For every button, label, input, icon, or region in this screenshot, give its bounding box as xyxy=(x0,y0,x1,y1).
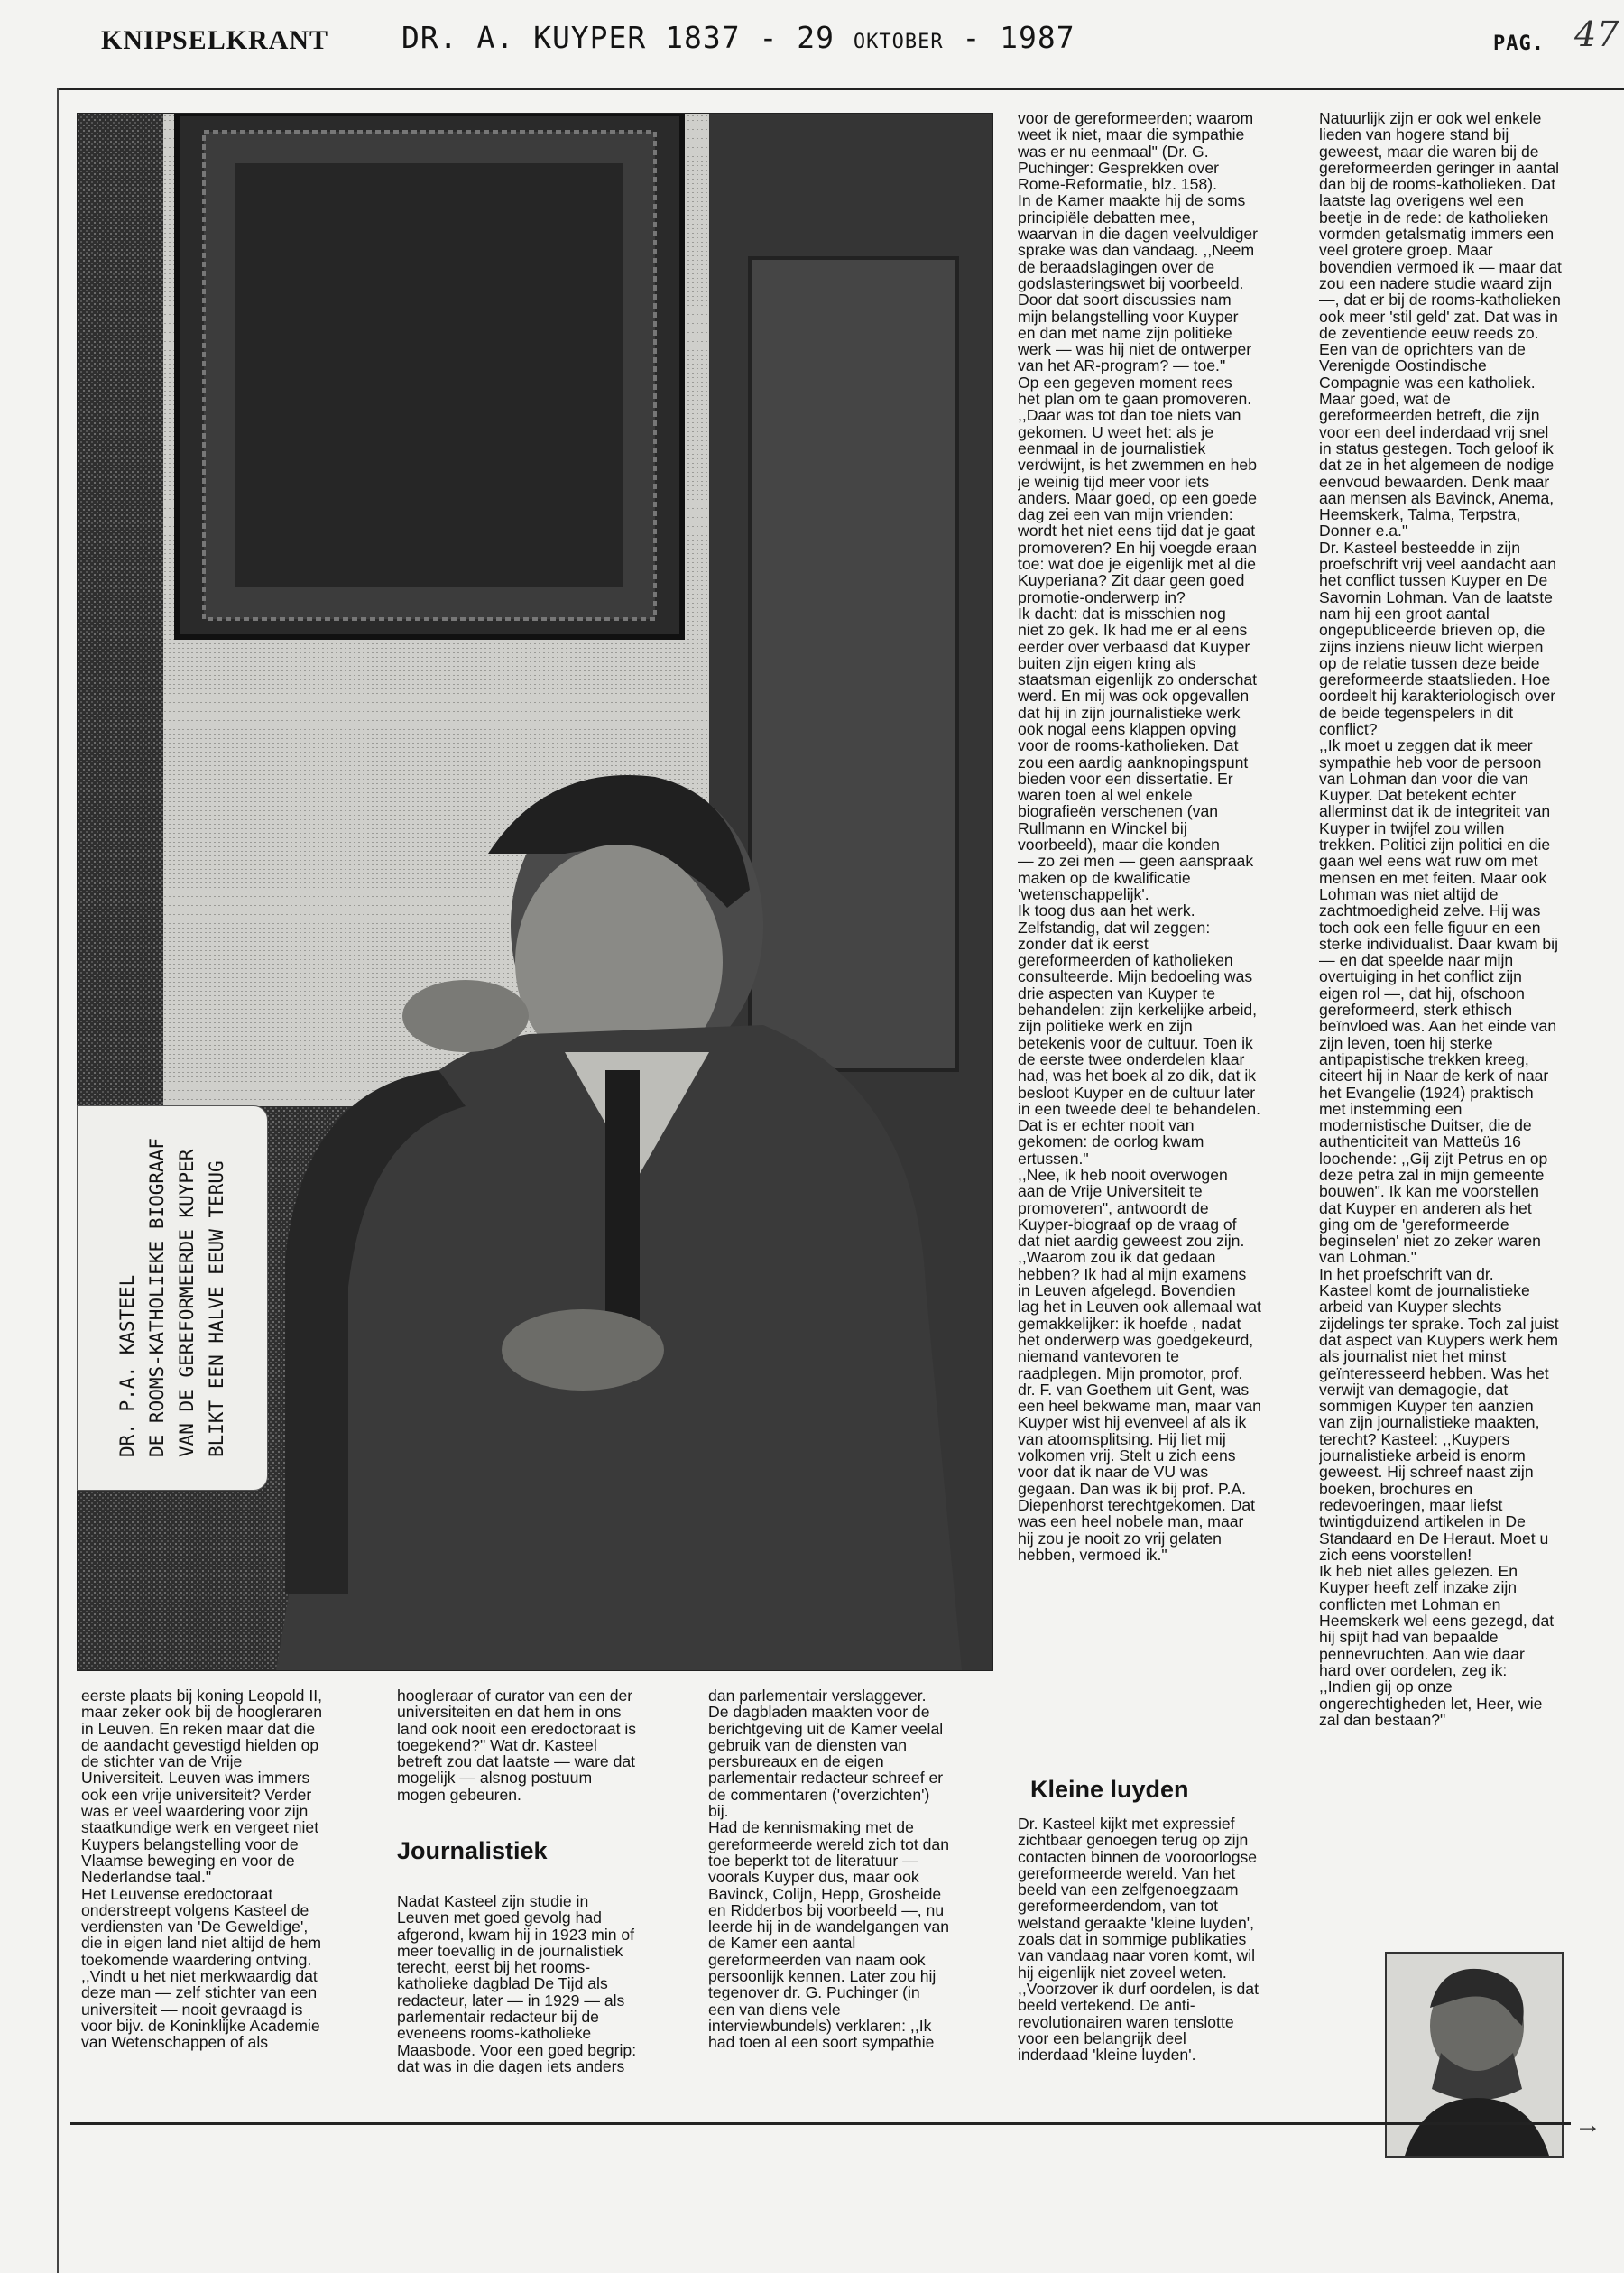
text-line: — en dat speelde naar mijn xyxy=(1319,951,1514,970)
text-line: promotie-onderwerp in? xyxy=(1018,587,1186,606)
bottom-rule xyxy=(70,2122,1571,2125)
text-line: staatkundige werk en vergeet niet xyxy=(81,1818,319,1837)
text-line: ook nogal eens klappen opving xyxy=(1018,719,1237,738)
text-line: principiële debatten mee, xyxy=(1018,208,1195,226)
frame-top-rule xyxy=(57,88,1624,90)
text-line: hoogleraar of curator van een der xyxy=(397,1687,633,1705)
text-line: Heemskerk, Talma, Terpstra, xyxy=(1319,505,1521,524)
text-line: redacteur, later — in 1929 — als xyxy=(397,1991,625,2010)
text-line: maar zeker ook bij de hoogleraren xyxy=(81,1703,322,1722)
text-line: pennevruchten. Aan wie daar xyxy=(1319,1644,1525,1663)
text-line: hij zou je nooit zo vrij gelaten xyxy=(1018,1529,1222,1548)
text-line: niet zo gek. Ik had me er al eens xyxy=(1018,621,1248,640)
portrait-illustration xyxy=(1387,1954,1562,2156)
text-line: de zeventiende eeuw reeds zo. xyxy=(1319,323,1539,342)
text-line: hard over oordelen, zeg ik: xyxy=(1319,1660,1508,1679)
text-line: gereformeerde staatslieden. Hoe xyxy=(1319,670,1551,689)
text-line: revolutionairen waren tenslotte xyxy=(1018,2012,1234,2031)
text-line: van vandaag naar voren komt, wil xyxy=(1018,1946,1256,1965)
text-line: modernistische Duitser, die de xyxy=(1319,1116,1532,1135)
text-line: lieden van hogere stand bij xyxy=(1319,125,1509,144)
text-line: hij spijt had van bepaalde xyxy=(1319,1628,1499,1647)
text-line: bouwen". Ik kan me voorstellen xyxy=(1319,1182,1539,1201)
text-line: voor bijv. de Koninklijke Academie xyxy=(81,2016,320,2035)
text-line: Rome-Reformatie, blz. 158). xyxy=(1018,175,1217,194)
text-line: hij eigenlijk niet zoveel weten. xyxy=(1018,1963,1227,1982)
text-line: beetje in de rede: de katholieken xyxy=(1319,208,1549,226)
text-line: Kuyperiana? Zit daar geen goed xyxy=(1018,571,1245,590)
text-line: gereformeerd, sterk ethisch xyxy=(1319,1001,1513,1020)
column-4-bottom xyxy=(1018,1816,1332,2063)
text-line: in Leuven. En reken maar dat die xyxy=(81,1719,316,1738)
caption-line: BLIKT EEN HALVE EEUW TERUG xyxy=(206,1160,227,1458)
text-line: oordeelt hij karakteriologisch over xyxy=(1319,687,1556,706)
text-line: Ik toog dus aan het werk. xyxy=(1018,901,1195,920)
text-line: het Evangelie (1924) praktisch xyxy=(1319,1083,1534,1102)
text-line: Zelfstandig, dat wil zeggen: xyxy=(1018,918,1211,937)
text-line: toe beperkt tot de literatuur — xyxy=(708,1851,918,1870)
text-line: gekomen: de oorlog kwam xyxy=(1018,1132,1204,1151)
text-line: wordt het niet eens tijd dat je gaat xyxy=(1018,522,1256,541)
text-line: journalistieke arbeid is enorm xyxy=(1319,1446,1526,1465)
text-line: universiteit — nooit gevraagd is xyxy=(81,2000,303,2019)
text-line: Savornin Lohman. Van de laatste xyxy=(1319,587,1553,606)
text-line: dat Kuyper en anderen als het xyxy=(1319,1198,1532,1217)
text-line: de Kamer een aantal xyxy=(708,1934,856,1953)
text-line: gereformeerden geringer in aantal xyxy=(1319,158,1560,177)
text-line: Heemskerk wel eens gezegd, dat xyxy=(1319,1612,1555,1631)
text-line: Lohman was niet altijd de xyxy=(1319,884,1499,903)
text-line: drie aspecten van Kuyper te xyxy=(1018,984,1216,1003)
text-line: ongerechtigheden let, Heer, wie xyxy=(1319,1694,1543,1713)
text-line: bij. xyxy=(708,1802,729,1821)
text-line: verdiensten van 'De Geweldige', xyxy=(81,1917,309,1936)
text-line: deze man — zelf stichter van een xyxy=(81,1983,318,2002)
text-line: voorals Kuyper dus, maar ook xyxy=(708,1868,919,1887)
text-line: bovendien vermoed ik — maar dat xyxy=(1319,257,1562,276)
text-line: van Lohman dan voor die van xyxy=(1319,769,1528,788)
text-line: betekenis voor de cultuur. Toen ik xyxy=(1018,1033,1253,1052)
text-line: eigen rol —, dat hij, ofschoon xyxy=(1319,984,1525,1003)
text-line: toe: wat doe je eigenlijk met al die xyxy=(1018,555,1257,574)
text-line: Op een gegeven moment rees xyxy=(1018,373,1232,392)
text-line: promoveren", antwoordt de xyxy=(1018,1198,1209,1217)
text-line: gereformeerden van naam ook xyxy=(708,1950,926,1969)
text-line: zou een aardig aanknopingspunt xyxy=(1018,753,1249,772)
text-line: contacten binnen de vooroorlogse xyxy=(1018,1847,1258,1866)
text-line: zou een nadere studie waard zijn xyxy=(1319,273,1553,292)
text-line: Kasteel komt de journalistieke xyxy=(1319,1281,1530,1300)
text-line: van Wetenschappen of als xyxy=(81,2033,269,2051)
text-line: van het AR-program? — toe." xyxy=(1018,356,1226,375)
text-line: sterke individualist. Daar kwam bij xyxy=(1319,934,1558,953)
text-line: proefschrift vrij veel aandacht aan xyxy=(1319,555,1557,574)
text-line: Verenigde Oostindische xyxy=(1319,356,1487,375)
text-line: ongepubliceerde brieven op, die xyxy=(1319,621,1546,640)
text-line: arbeid van Kuyper slechts xyxy=(1319,1298,1502,1317)
text-line: aan de Vrije Universiteit te xyxy=(1018,1182,1203,1201)
text-line: waren toen al wel enkele xyxy=(1018,786,1193,805)
text-line: ,,Voorzover ik durf oordelen, is dat xyxy=(1018,1979,1259,1998)
text-line: lag het in Leuven ook allemaal wat xyxy=(1018,1298,1261,1317)
text-line: op de relatie tussen deze beide xyxy=(1319,653,1540,672)
text-line: besloot Kuyper en de cultuur later xyxy=(1018,1083,1256,1102)
text-line: sprake was dan vandaag. ,,Neem xyxy=(1018,241,1255,260)
text-line: hebben, vermoed ik." xyxy=(1018,1545,1167,1564)
text-line: Rullmann en Winckel bij xyxy=(1018,818,1187,837)
text-line: niemand vantevoren te xyxy=(1018,1347,1179,1366)
text-line: eerder over verbaasd dat Kuyper xyxy=(1018,637,1250,656)
text-line: gereformeerde wereld. Van het xyxy=(1018,1863,1236,1882)
text-line: de beraadslagingen over de xyxy=(1018,257,1215,276)
text-line: ,,Vindt u het niet merkwaardig dat xyxy=(81,1967,318,1986)
text-line: anders. Maar goed, op een goede xyxy=(1018,488,1258,507)
text-line: weet ik niet, maar die sympathie xyxy=(1018,125,1245,144)
text-line: mensen en met feiten. Maar ook xyxy=(1319,868,1547,887)
text-line: In de Kamer maakte hij de soms xyxy=(1018,191,1246,210)
text-line: voor een deel inderdaad vrij snel xyxy=(1319,422,1549,441)
text-line: toegekend?" Wat dr. Kasteel xyxy=(397,1735,597,1754)
text-line: tegenover dr. G. Puchinger (in xyxy=(708,1983,920,2002)
text-line: Dr. Kasteel besteedde in zijn xyxy=(1319,538,1520,557)
text-line: Vlaamse beweging en voor de xyxy=(81,1851,295,1870)
text-line: dag zei een van mijn vrienden: xyxy=(1018,505,1233,524)
text-line: volkomen vrij. Stelt u zich eens xyxy=(1018,1446,1236,1465)
text-line: die in eigen land niet altijd de hem xyxy=(81,1934,322,1953)
text-line: afgerond, kwam hij in 1923 min of xyxy=(397,1925,635,1944)
text-line: buiten zijn eigen kring als xyxy=(1018,653,1196,672)
text-line: ,,Nee, ik heb nooit overwogen xyxy=(1018,1166,1228,1184)
text-line: het onderwerp was goedgekeurd, xyxy=(1018,1330,1254,1349)
text-line: antipapistische trekken kreeg, xyxy=(1319,1049,1529,1068)
text-line: twintigduizend artikelen in De xyxy=(1319,1512,1526,1531)
kuyper-portrait xyxy=(1385,1952,1564,2158)
text-line: ,,Ik moet u zeggen dat ik meer xyxy=(1319,736,1533,755)
text-line: zijns inziens nieuw licht wierpen xyxy=(1319,637,1544,656)
text-line: overtuiging in het conflict zijn xyxy=(1319,967,1522,986)
text-line: katholieke dagblad De Tijd als xyxy=(397,1974,608,1993)
text-line: voor de gereformeerden; waarom xyxy=(1018,110,1254,127)
text-line: terecht? Kasteel: ,,Kuypers xyxy=(1319,1429,1510,1448)
text-line: zich eens voorstellen! xyxy=(1319,1545,1472,1564)
text-line: —, dat er bij de rooms-katholieken xyxy=(1319,291,1561,310)
text-line: Diepenhorst terechtgekomen. Dat xyxy=(1018,1495,1256,1514)
text-line: de stichter van de Vrije xyxy=(81,1752,243,1771)
text-line: staatsman eigenlijk zo onderschat xyxy=(1018,670,1258,689)
text-line: meer toevallig in de journalistiek xyxy=(397,1941,623,1960)
text-line: Leuven met goed gevolg had xyxy=(397,1908,602,1927)
text-line: eveneens rooms-katholieke xyxy=(397,2024,592,2043)
column-3-bottom xyxy=(708,1687,1015,2051)
text-line: geïnteresseerd hebben. Was het xyxy=(1319,1363,1549,1382)
text-line: persbureaux en de eigen xyxy=(708,1752,884,1771)
text-line: beeld vertekend. De anti- xyxy=(1018,1996,1195,2015)
text-line: een van diens vele xyxy=(708,2000,841,2019)
text-line: dan parlementair verslaggever. xyxy=(708,1687,927,1705)
text-line: zonder dat ik eerst xyxy=(1018,934,1149,953)
text-line: behandelen: zijn kerkelijke arbeid, xyxy=(1018,1001,1258,1020)
text-line: gemakkelijker: ik hoefde , nadat xyxy=(1018,1314,1241,1333)
text-line: boeken, brochures en xyxy=(1319,1479,1473,1498)
text-line: welstand geraakte 'kleine luyden', xyxy=(1018,1913,1254,1932)
text-line: mijn belangstelling voor Kuyper xyxy=(1018,307,1239,326)
text-line: Donner e.a." xyxy=(1319,522,1408,541)
text-line: Puchinger: Gesprekken over xyxy=(1018,158,1219,177)
caption-line: DE ROOMS-KATHOLIEKE BIOGRAAF xyxy=(146,1138,168,1458)
text-line: eenvoud bewaarden. Denk maar xyxy=(1319,472,1550,491)
text-line: hebben? Ik had al mijn examens xyxy=(1018,1264,1247,1283)
caption-line: VAN DE GEREFORMEERDE KUYPER xyxy=(176,1150,198,1458)
text-line: een heel bekwame man, maar van xyxy=(1018,1397,1261,1416)
text-line: inderdaad 'kleine luyden'. xyxy=(1018,2046,1196,2064)
text-line: eenmaal in de journalistiek xyxy=(1018,439,1206,457)
text-line: Standaard en De Heraut. Moet u xyxy=(1319,1529,1549,1548)
publication-label: KNIPSELKRANT xyxy=(101,25,329,55)
text-line: conflicten met Lohman en xyxy=(1319,1594,1501,1613)
text-line: leerde hij in de wandelgangen van xyxy=(708,1917,950,1936)
text-line: dat hij in zijn journalistieke werk xyxy=(1018,703,1241,722)
text-line: Kuyper heeft zelf inzake zijn xyxy=(1319,1578,1518,1597)
text-line: Universiteit. Leuven was immers xyxy=(81,1769,310,1788)
text-line: eerste plaats bij koning Leopold II, xyxy=(81,1687,323,1705)
column-2-top xyxy=(397,1687,702,1803)
text-line: raadplegen. Mijn promotor, prof. xyxy=(1018,1363,1243,1382)
text-line: sommigen Kuyper ten aanzien xyxy=(1319,1397,1534,1416)
column-4-top xyxy=(1018,110,1332,1563)
text-line: interviewbundels) verklaren: ,,Ik xyxy=(708,2016,932,2035)
text-line: gereformeerden of katholieken xyxy=(1018,951,1233,970)
text-line: toekomende waardering ontving. xyxy=(81,1950,312,1969)
column-2-bottom xyxy=(397,1893,702,2074)
text-line: geweest. Hij schreef naast zijn xyxy=(1319,1463,1534,1482)
frame-left-rule xyxy=(57,88,59,2273)
text-line: Nadat Kasteel zijn studie in xyxy=(397,1893,589,1910)
text-line: had toen al een soort sympathie xyxy=(708,2033,935,2051)
text-line: de eerste twee onderdelen klaar xyxy=(1018,1049,1245,1068)
issue-name: DR. A. KUYPER 1837 - 29 xyxy=(401,20,835,55)
text-line: zijn leven, toen hij sterke xyxy=(1319,1033,1493,1052)
text-line: gereformeerde wereld zich tot dan xyxy=(708,1834,949,1853)
text-line: zijn politieke werk en zijn xyxy=(1018,1017,1193,1036)
text-line: gekomen. U weet het: als je xyxy=(1018,422,1214,441)
text-line: Kuyper in twijfel zou willen xyxy=(1319,818,1505,837)
text-line: in Leuven afgelegd. Bovendien xyxy=(1018,1281,1236,1300)
text-line: geweest, maar die waren bij de xyxy=(1319,142,1539,161)
text-line: ,,Daar was tot dan toe niets van xyxy=(1018,406,1241,425)
text-line: veel grotere groep. Maar xyxy=(1319,241,1493,260)
text-line: Ik dacht: dat is misschien nog xyxy=(1018,604,1226,623)
text-line: Kuyper wist hij evenveel af als ik xyxy=(1018,1413,1247,1432)
text-line: was een heel nobele man, maar xyxy=(1018,1512,1244,1531)
text-line: gegaan. Dan was ik bij prof. P.A. xyxy=(1018,1479,1246,1498)
text-line: nam hij een groot aantal xyxy=(1319,604,1490,623)
text-line: dat ze in het algemeen de nodige xyxy=(1319,456,1555,475)
column-1 xyxy=(81,1687,386,2051)
text-line: waarvan in die dagen veelvuldiger xyxy=(1018,225,1259,244)
text-line: voorbeeld), maar die konden xyxy=(1018,836,1220,855)
text-line: ook een vrije universiteit? Verder xyxy=(81,1785,312,1804)
text-line: maken op de kwalificatie xyxy=(1018,868,1191,887)
text-line: universiteiten en dat hem in ons xyxy=(397,1703,622,1722)
text-line: zoals dat in sommige publikaties xyxy=(1018,1930,1247,1949)
issue-year: - 1987 xyxy=(962,20,1075,55)
text-line: beeld van een zelfgenoegzaam xyxy=(1018,1880,1239,1899)
text-line: sympathie heb voor de persoon xyxy=(1319,753,1542,772)
section-heading-kleine-luyden: Kleine luyden xyxy=(1030,1776,1189,1803)
text-line: voor de rooms-katholieken. Dat xyxy=(1018,736,1239,755)
text-line: De dagbladen maakten voor de xyxy=(708,1703,930,1722)
text-line: voor dat ik naar de VU was xyxy=(1018,1463,1209,1482)
text-line: land ook nooit een eredoctoraat is xyxy=(397,1719,637,1738)
text-line: Maar goed, wat de xyxy=(1319,390,1451,409)
text-line: terecht, eerst bij het rooms- xyxy=(397,1958,591,1977)
text-line: parlementair redacteur bij de xyxy=(397,2008,599,2027)
text-line: Door dat soort discussies nam xyxy=(1018,291,1232,310)
text-line: van Lohman." xyxy=(1319,1248,1416,1267)
text-line: ,,Waarom zou ik dat gedaan xyxy=(1018,1248,1216,1267)
text-line: dat niet aardig geweest zou zijn. xyxy=(1018,1232,1245,1251)
text-line: zachtmoedigheid zelve. Hij was xyxy=(1319,901,1541,920)
text-line: met instemming een xyxy=(1319,1099,1463,1118)
text-line: zal dan bestaan?" xyxy=(1319,1710,1446,1729)
text-line: Het Leuvense eredoctoraat xyxy=(81,1884,273,1903)
text-line: ook meer 'stil geld' zat. Dat was in xyxy=(1319,307,1558,326)
text-line: verdwijnt, is het zwemmen en heb xyxy=(1018,456,1258,475)
text-line: deze petra zal in mijn gemeente xyxy=(1319,1166,1545,1184)
text-line: beginselen' niet zo zeker waren xyxy=(1319,1232,1541,1251)
section-heading-journalistiek: Journalistiek xyxy=(397,1837,548,1864)
text-line: promoveren? En hij voegde eraan xyxy=(1018,538,1258,557)
text-line: zijdelings ter sprake. Toch zal juist xyxy=(1319,1314,1559,1333)
text-line: loochende: ,,Gij zijt Petrus en op xyxy=(1319,1149,1548,1168)
text-line: onderstreept volgens Kasteel de xyxy=(81,1900,309,1919)
text-line: in een tweede deel te behandelen. xyxy=(1018,1099,1261,1118)
text-line: vormden getalsmatig immers een xyxy=(1319,225,1555,244)
text-line: werk — was hij niet de ontwerper xyxy=(1018,340,1252,359)
text-line: berichtgeving uit de Kamer veelal xyxy=(708,1719,944,1738)
issue-month: OKTOBER xyxy=(853,31,944,53)
text-line: consulteerde. Mijn bedoeling was xyxy=(1018,967,1253,986)
text-line: de aandacht gevestigd hielden op xyxy=(81,1735,319,1754)
text-line: Nederlandse taal." xyxy=(81,1868,212,1887)
text-line: had, was het boek al zo dik, dat ik xyxy=(1018,1067,1257,1086)
text-line: godslasteringswet bij voorbeeld. xyxy=(1018,273,1244,292)
caption-line: DR. P.A. KASTEEL xyxy=(116,1275,138,1458)
text-line: biografieën verschenen (van xyxy=(1018,802,1219,821)
text-line: 'wetenschappelijk'. xyxy=(1018,884,1149,903)
text-line: het conflict tussen Kuyper en De xyxy=(1319,571,1548,590)
text-line: Een van de oprichters van de xyxy=(1319,340,1526,359)
text-line: van zijn journalistieke maakten, xyxy=(1319,1413,1540,1432)
text-line: — zo zei men — geen aanspraak xyxy=(1018,852,1254,871)
photo-caption xyxy=(77,1105,268,1491)
text-line: bieden voor een dissertatie. Er xyxy=(1018,769,1233,788)
text-line: dat aspect van Kuypers werk hem xyxy=(1319,1330,1559,1349)
text-line: gereformeerdendom, van tot xyxy=(1018,1897,1219,1916)
text-line: gebruik van de diensten van xyxy=(708,1735,908,1754)
text-line: gaan wel eens wat ruw om met xyxy=(1319,852,1538,871)
text-line: was er veel waardering voor zijn xyxy=(81,1802,309,1821)
text-line: zichtbaar genoegen terug op zijn xyxy=(1018,1831,1249,1850)
text-line: werd. En mij was ook opgevallen xyxy=(1018,687,1250,706)
text-line: Bavinck, Colijn, Hepp, Grosheide xyxy=(708,1884,942,1903)
text-line: je weinig tijd meer voor iets xyxy=(1018,472,1210,491)
text-line: ging om de 'gereformeerde xyxy=(1319,1215,1509,1234)
page-label: PAG. xyxy=(1493,32,1545,55)
text-line: dat was in die dagen iets anders xyxy=(397,2056,625,2075)
text-line: als journalist niet het minst xyxy=(1319,1347,1507,1366)
text-line: dan bij de rooms-katholieken. Dat xyxy=(1319,175,1556,194)
text-line: Had de kennismaking met de xyxy=(708,1818,914,1837)
text-line: Dat is er echter nooit van xyxy=(1018,1116,1195,1135)
text-line: toch ook een felle figuur en een xyxy=(1319,918,1541,937)
text-line: de beide tegenspelers in dit xyxy=(1319,703,1514,722)
text-line: in status gestegen. Toch geloof ik xyxy=(1319,439,1554,457)
text-line: allerminst dat ik de integriteit van xyxy=(1319,802,1551,821)
text-line: Kuypers belangstelling voor de xyxy=(81,1834,299,1853)
continue-arrow-icon: → xyxy=(1574,2110,1601,2139)
text-line: het plan om te gaan promoveren. xyxy=(1018,390,1252,409)
text-line: mogelijk — alsnog postuum xyxy=(397,1769,593,1788)
text-line: Kuyper. Dat betekent echter xyxy=(1319,786,1517,805)
text-line: conflict? xyxy=(1319,719,1378,738)
text-line: In het proefschrift van dr. xyxy=(1319,1264,1494,1283)
text-line: voor een belangrijk deel xyxy=(1018,2028,1186,2047)
text-line: dr. F. van Goethem uit Gent, was xyxy=(1018,1380,1250,1399)
text-line: en Ridderbos bij voorbeeld —, nu xyxy=(708,1900,945,1919)
text-line: en dan met name zijn politieke xyxy=(1018,323,1232,342)
text-line: beïnvloed was. Aan het einde van xyxy=(1319,1017,1557,1036)
text-line: Ik heb niet alles gelezen. En xyxy=(1319,1562,1518,1581)
text-line: Compagnie was een katholiek. xyxy=(1319,373,1536,392)
text-line: parlementair redacteur schreef er xyxy=(708,1769,944,1788)
text-line: ,,Indien gij op onze xyxy=(1319,1677,1453,1696)
text-line: de commentaren ('overzichten') xyxy=(708,1785,930,1804)
text-line: was er nu eenmaal" (Dr. G. xyxy=(1018,142,1209,161)
text-line: van atoomsplitsing. Hij liet mij xyxy=(1018,1429,1226,1448)
text-line: Maasbode. Voor een goed begrip: xyxy=(397,2040,637,2059)
text-line: persoonlijk kennen. Later zou hij xyxy=(708,1967,937,1986)
text-line: ertussen." xyxy=(1018,1149,1089,1168)
text-line: trekken. Politici zijn politici en die xyxy=(1319,836,1551,855)
text-line: Dr. Kasteel kijkt met expressief xyxy=(1018,1816,1235,1833)
text-line: authenticiteit van Matteüs 16 xyxy=(1319,1132,1521,1151)
text-line: Kuyper-biograaf op de vraag of xyxy=(1018,1215,1237,1234)
column-5 xyxy=(1319,110,1610,1728)
text-line: mogen gebeuren. xyxy=(397,1785,521,1804)
issue-title xyxy=(401,20,1075,65)
text-line: Natuurlijk zijn er ook wel enkele xyxy=(1319,110,1542,127)
text-line: verwijt van demagogie, dat xyxy=(1319,1380,1509,1399)
text-line: redevoeringen, maar liefst xyxy=(1319,1495,1503,1514)
text-line: gereformeerden betreft, die zijn xyxy=(1319,406,1540,425)
text-line: citeert hij in Naar de kerk of naar xyxy=(1319,1067,1549,1086)
page-number: 47 xyxy=(1574,14,1620,54)
text-line: laatste lag overigens wel een xyxy=(1319,191,1524,210)
text-line: betreft zou dat laatste — ware dat xyxy=(397,1752,636,1771)
text-line: aan mensen als Bavinck, Anema, xyxy=(1319,488,1555,507)
